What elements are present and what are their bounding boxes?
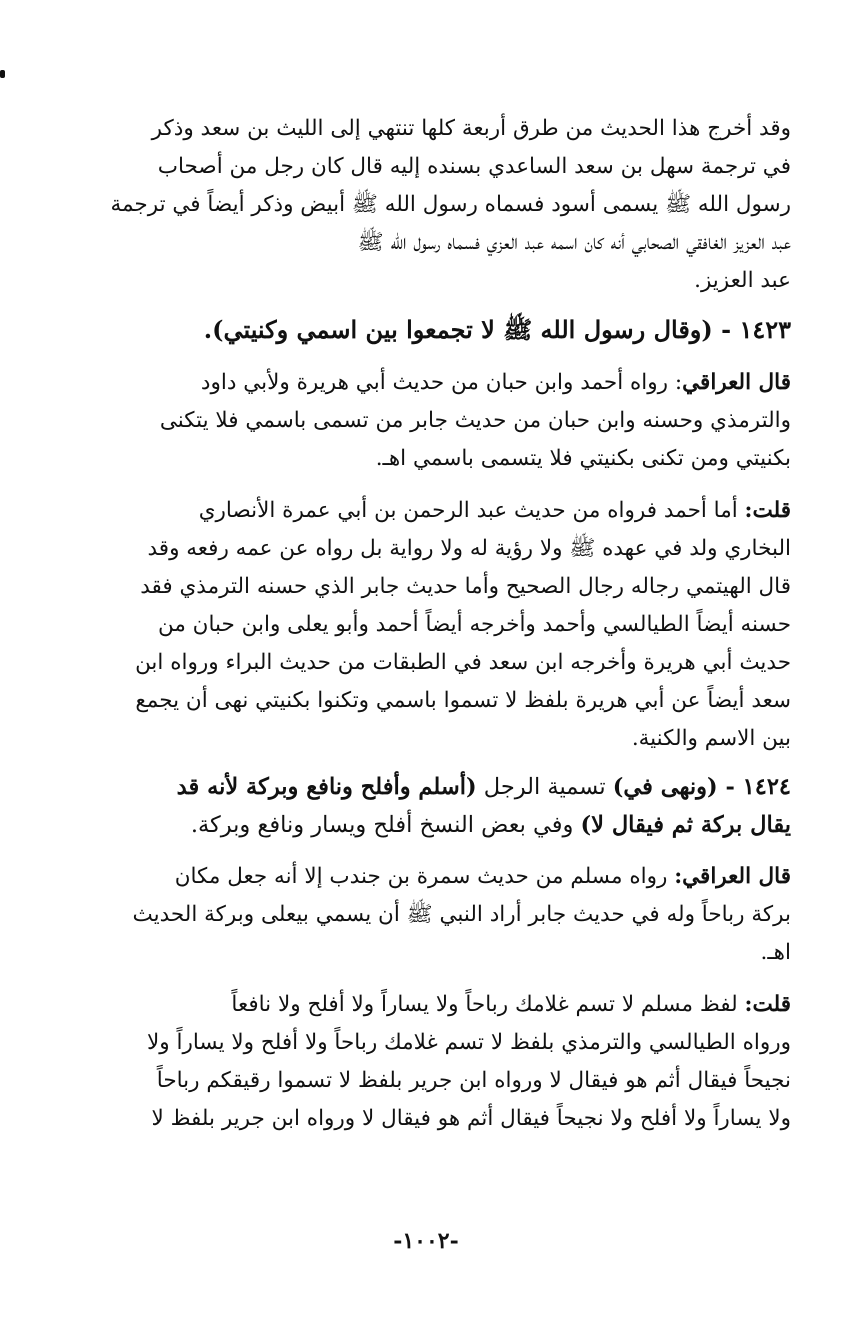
text-line: ورواه الطيالسي والترمذي بلفظ لا تسم غلامك رباحاً ولا أفلح ولا يساراً ولا [147,1030,791,1055]
author-note-2 [105,986,791,1138]
text-line: بركة رباحاً وله في حديث جابر أراد النبي ﷺ أن يسمي بيعلى وبركة الحديث [132,902,791,927]
hadith-plain-text: تسمية الرجل [476,774,613,800]
hadith-heading-1424 [105,768,791,844]
author-note-1 [105,492,791,758]
commentary-lead: قال العراقي: [674,864,791,889]
note-lead: قلت: [744,992,791,1017]
text-line: أما أحمد فرواه من حديث عبد الرحمن بن أبي عمرة الأنصاري [198,498,745,523]
text-line: بين الاسم والكنية. [631,726,791,751]
text-line: اهـ. [760,940,791,965]
text-line: حسنه أيضاً الطيالسي وأحمد وأخرجه أيضاً أحمد وأبو يعلى وابن حبان من [157,612,791,637]
text-line: عبد العزيز الغافقي الصحابي أنه كان اسمه عبد العزي فسماه رسول الله ﷺ [357,230,791,255]
text-line: وقد أخرج هذا الحديث من طرق أربعة كلها تنتهي إلى الليث بن سعد وذكر [151,116,791,141]
text-line: رواه مسلم من حديث سمرة بن جندب إلا أنه جعل مكان [174,864,675,889]
text-line: عبد العزيز. [694,268,791,293]
hadith-plain-text: وفي بعض النسخ أفلح ويسار ونافع وبركة. [190,812,581,838]
text-line: لفظ مسلم لا تسم غلامك رباحاً ولا يساراً ولا أفلح ولا نافعاً [231,992,745,1017]
iraqi-commentary-2 [105,858,791,972]
text-line: ولا يساراً ولا أفلح ولا نجيحاً فيقال أثم هو فيقال لا ورواه ابن جرير بلفظ لا [151,1106,791,1131]
page-number: -١٠٠٢- [393,1228,459,1254]
text-line: حديث أبي هريرة وأخرجه ابن سعد في الطبقات من حديث البراء ورواه ابن [135,650,791,675]
text-line: البخاري ولد في عهده ﷺ ولا رؤية له ولا رواية بل رواه عن عمه رفعه وقد [147,536,791,561]
hadith-number: ١٤٢٤ - [725,774,791,800]
text-line: قال الهيتمي رجاله رجال الصحيح وأما حديث جابر الذي حسنه الترمذي فقد [140,574,791,599]
page-body [105,110,791,1138]
text-line: رسول الله ﷺ يسمى أسود فسماه رسول الله ﷺ أبيض وذكر أيضاً في ترجمة [110,192,791,217]
hadith-bold-text: (أسلم وأفلح ونافع وبركة لأنه قد [176,774,477,800]
text-line: والترمذي وحسنه وابن حبان من حديث جابر من تسمى باسمي فلا يتكنى [159,408,791,433]
text-line: : رواه أحمد وابن حبان من حديث أبي هريرة ولأبي داود [200,370,683,395]
text-line: في ترجمة سهل بن سعد الساعدي بسنده إليه قال كان رجل من أصحاب [157,154,791,179]
iraqi-commentary-1 [105,364,791,478]
text-line: نجيحاً فيقال أثم هو فيقال لا ورواه ابن جرير بلفظ لا تسموا رقيقكم رباحاً [156,1068,791,1093]
hadith-heading-1423 [105,310,791,350]
intro-paragraph [105,110,791,300]
hadith-number: ١٤٢٣ - [721,315,791,344]
text-line: بكنيتي ومن تكنى بكنيتي فلا يتسمى باسمي اهـ. [375,446,791,471]
hadith-text: (وقال رسول الله ﷺ لا تجمعوا بين اسمي وكنيتي). [203,315,713,344]
commentary-lead: قال العراقي [682,370,791,395]
margin-dot [0,70,5,78]
text-line: سعد أيضاً عن أبي هريرة بلفظ لا تسموا باسمي وتكنوا بكنيتي نهى أن يجمع [135,688,791,713]
note-lead: قلت: [744,498,791,523]
hadith-bold-text: (ونهى في) [612,774,726,800]
hadith-bold-text: يقال بركة ثم فيقال لا) [580,812,791,838]
